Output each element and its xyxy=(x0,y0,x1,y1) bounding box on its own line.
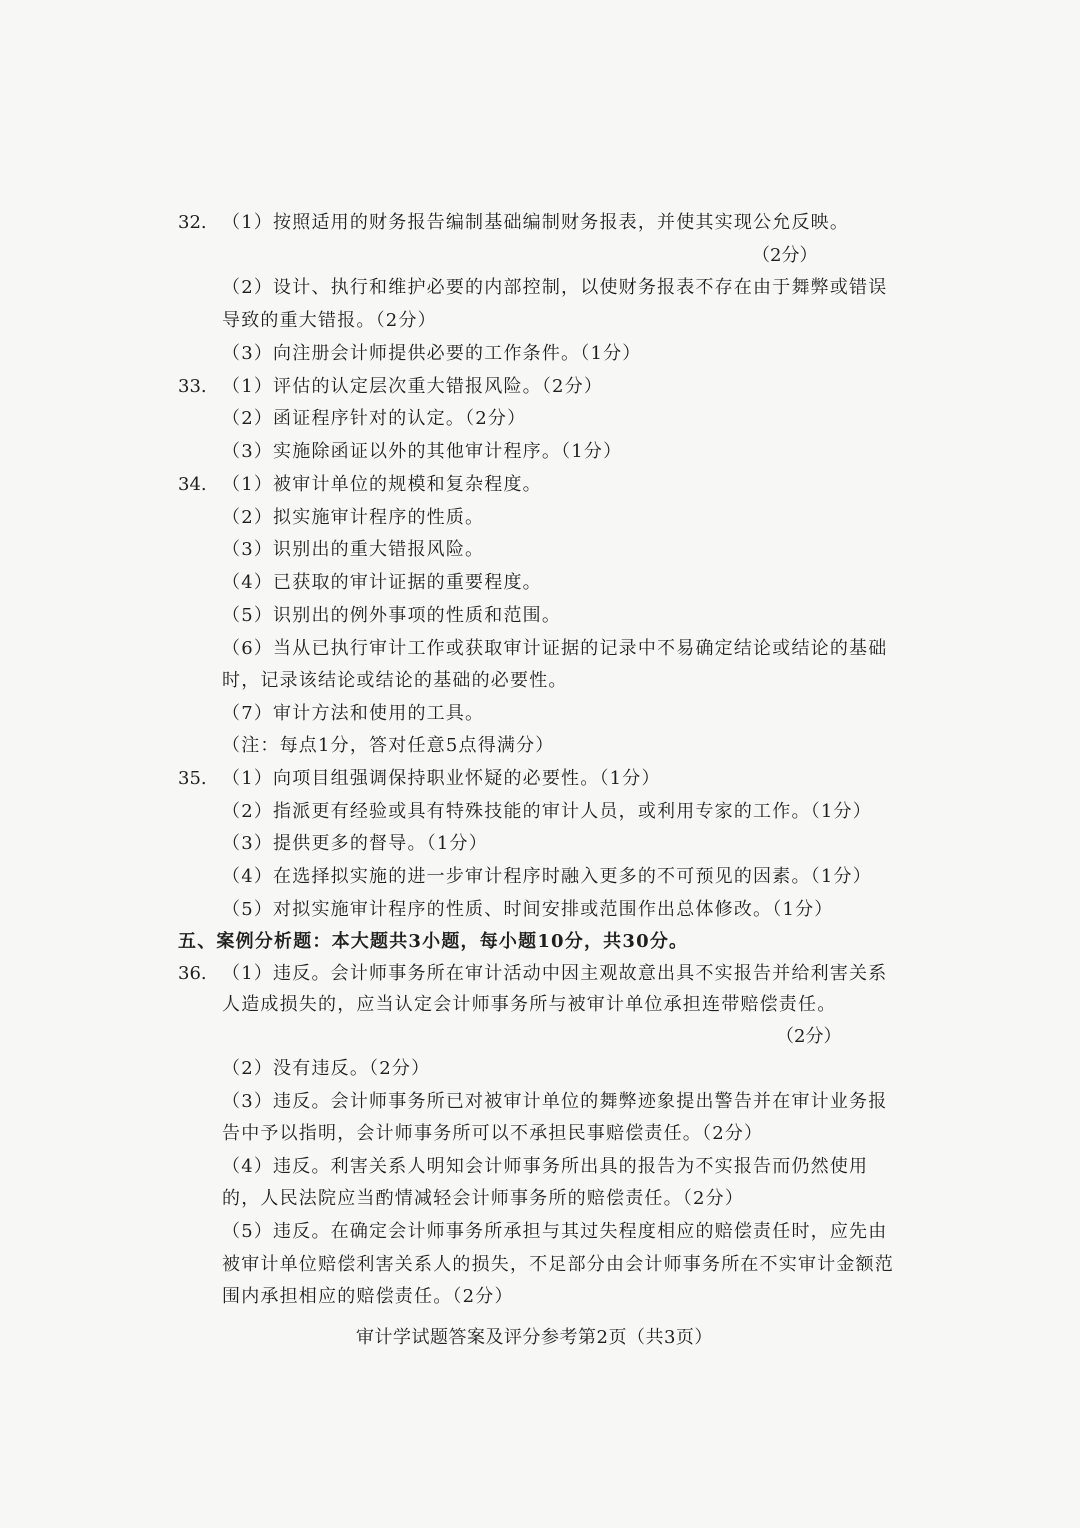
question-number-32: 32. xyxy=(178,212,207,233)
q36-item-4: （4）违反。利害关系人明知会计师事务所出具的报告为不实报告而仍然使用 xyxy=(222,1156,869,1177)
question-number-33: 33. xyxy=(178,376,207,397)
q32-item-2-cont: 导致的重大错报。（2分） xyxy=(222,310,437,331)
question-number-36: 36. xyxy=(178,963,207,984)
q35-item-1: （1）向项目组强调保持职业怀疑的必要性。（1分） xyxy=(222,768,661,789)
q35-item-5: （5）对拟实施审计程序的性质、时间安排或范围作出总体修改。（1分） xyxy=(222,899,834,920)
q35-item-4: （4）在选择拟实施的进一步审计程序时融入更多的不可预见的因素。（1分） xyxy=(222,866,872,887)
q34-item-5: （5）识别出的例外事项的性质和范围。 xyxy=(222,605,562,626)
q36-item-4-cont: 的，人民法院应当酌情减轻会计师事务所的赔偿责任。（2分） xyxy=(222,1188,745,1209)
q34-note: （注：每点1分，答对任意5点得满分） xyxy=(222,735,555,756)
page-footer: 审计学试题答案及评分参考第2页（共3页） xyxy=(356,1327,713,1348)
q34-item-2: （2）拟实施审计程序的性质。 xyxy=(222,507,485,528)
q36-item-5-cont2: 围内承担相应的赔偿责任。（2分） xyxy=(222,1286,514,1307)
q34-item-6: （6）当从已执行审计工作或获取审计证据的记录中不易确定结论或结论的基础 xyxy=(222,638,888,659)
q36-item-1-cont: 人造成损失的，应当认定会计师事务所与被审计单位承担连带赔偿责任。 xyxy=(222,994,837,1015)
q36-item-2: （2）没有违反。（2分） xyxy=(222,1058,431,1079)
q33-item-2: （2）函证程序针对的认定。（2分） xyxy=(222,408,527,429)
q36-item-5: （5）违反。在确定会计师事务所承担与其过失程度相应的赔偿责任时，应先由 xyxy=(222,1221,888,1242)
q33-item-3: （3）实施除函证以外的其他审计程序。（1分） xyxy=(222,441,623,462)
q34-item-1: （1）被审计单位的规模和复杂程度。 xyxy=(222,474,542,495)
q32-item-2: （2）设计、执行和维护必要的内部控制，以使财务报表不存在由于舞弊或错误 xyxy=(222,277,888,298)
q36-item-1: （1）违反。会计师事务所在审计活动中因主观故意出具不实报告并给利害关系 xyxy=(222,963,888,984)
q36-item-1-score: （2分） xyxy=(776,1026,842,1047)
question-number-34: 34. xyxy=(178,474,207,495)
q36-item-3-cont: 告中予以指明，会计师事务所可以不承担民事赔偿责任。（2分） xyxy=(222,1123,764,1144)
q36-item-3: （3）违反。会计师事务所已对被审计单位的舞弊迹象提出警告并在审计业务报 xyxy=(222,1091,888,1112)
q33-item-1: （1）评估的认定层次重大错报风险。（2分） xyxy=(222,376,604,397)
q32-item-3: （3）向注册会计师提供必要的工作条件。（1分） xyxy=(222,343,642,364)
question-number-35: 35. xyxy=(178,768,207,789)
q32-item-1: （1）按照适用的财务报告编制基础编制财务报表，并使其实现公允反映。 xyxy=(222,212,850,233)
q35-item-3: （3）提供更多的督导。（1分） xyxy=(222,833,488,854)
q34-item-3: （3）识别出的重大错报风险。 xyxy=(222,539,485,560)
q34-item-7: （7）审计方法和使用的工具。 xyxy=(222,703,485,724)
q36-item-5-cont: 被审计单位赔偿利害关系人的损失，不足部分由会计师事务所在不实审计金额范 xyxy=(222,1254,894,1275)
section-5-heading: 五、案例分析题：本大题共3小题，每小题10分，共30分。 xyxy=(178,931,689,952)
q34-item-4: （4）已获取的审计证据的重要程度。 xyxy=(222,572,542,593)
q32-item-1-score: （2分） xyxy=(752,245,818,266)
q35-item-2: （2）指派更有经验或具有特殊技能的审计人员，或利用专家的工作。（1分） xyxy=(222,801,872,822)
q34-item-6-cont: 时，记录该结论或结论的基础的必要性。 xyxy=(222,670,568,691)
